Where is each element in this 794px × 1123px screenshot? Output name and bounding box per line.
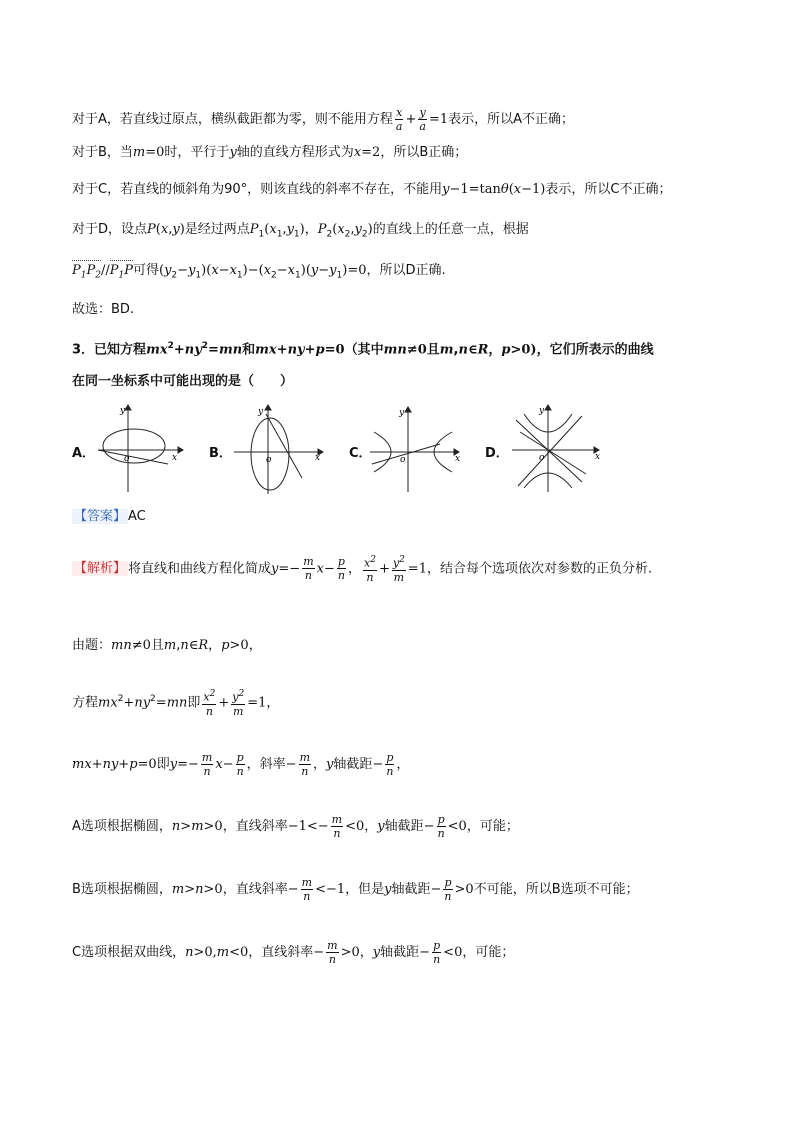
- svg-text:o: o: [400, 455, 406, 465]
- svg-text:y: y: [258, 407, 264, 417]
- statement-a: 对于A，若直线过原点，横纵截距都为零，则不能用方程 $\frac{x}{a}$ + $\frac{y}{a}$ =1表示，所以A不正确；: [72, 106, 575, 133]
- answer-value: AC: [128, 509, 146, 524]
- svg-text:x: x: [172, 453, 178, 463]
- option-a-label: A．: [72, 446, 96, 461]
- svg-text:o: o: [539, 453, 545, 463]
- option-b-label: B．: [209, 446, 232, 461]
- statement-d-1: 对于D，设点P(x,y)是经过两点$P_1(x_1,y_1)$，$P_2(x_2,y_2)$的直线上的任意一点，根据: [72, 222, 529, 240]
- analysis-line: 【解析】 将直线和曲线方程化简成y=− $\frac{m}{n}$ x− $\frac{p}{n}$ ， $\frac{x^2}{n}$ + $\frac{y^2}{m}$ =1，结合每个选项依次对参数的正负分析.: [74, 555, 653, 584]
- figure-a: [94, 402, 186, 494]
- ellipse-a: [103, 429, 165, 463]
- solution-line-3: mx+ny+p=0即y=− $\frac{m}{n}$ x− $\frac{p}{n}$ ，斜率− $\frac{m}{n}$ ，y轴截距− $\frac{p}{n}$ ，: [72, 751, 410, 778]
- solution-line-b: B选项根据椭圆，m>n>0，直线斜率− $\frac{m}{n}$ <−1，但是y轴截距− $\frac{p}{n}$ >0不可能，所以B选项不可能；: [72, 876, 639, 903]
- svg-text:o: o: [124, 454, 130, 464]
- svg-text:x: x: [455, 454, 461, 464]
- solution-line-1: 由题：mn≠0且m,n∈R，p>0，: [72, 638, 262, 653]
- figure-d: [510, 402, 606, 494]
- answer-tag: 【答案】: [74, 509, 127, 524]
- choice-line: 故选：BD.: [72, 302, 135, 317]
- statement-d-2: $P_1P_2//P_1P$可得$(y_2-y_1)(x-x_1)-(x_2-x_1)(y-y_1)=0$，所以D正确.: [72, 262, 446, 285]
- svg-text:y: y: [539, 406, 545, 416]
- vector-p1p2: $P_1P_2$: [72, 262, 101, 285]
- svg-text:x: x: [315, 453, 321, 463]
- line-b: [266, 414, 302, 478]
- option-c-label: C．: [349, 446, 372, 461]
- option-d-label: D．: [485, 446, 509, 461]
- fraction-x-over-a: $\frac{x}{a}$: [395, 106, 403, 133]
- question-3-line-2: 在同一坐标系中可能出现的是（ ）: [72, 374, 294, 389]
- vector-p1p: $P_1P$: [110, 262, 133, 285]
- solution-line-a: A选项根据椭圆，n>m>0，直线斜率−1<− $\frac{m}{n}$ <0，y轴截距− $\frac{p}{n}$ <0，可能；: [72, 813, 519, 840]
- figure-c: [368, 404, 466, 494]
- answer-line: [72, 508, 146, 526]
- solution-line-2: 方程$mx^2+ny^2=mn$即 $\frac{x^2}{n}$ + $\frac{y^2}{m}$ =1，: [72, 689, 280, 718]
- line-c: [372, 444, 440, 464]
- figure-b: [230, 400, 326, 496]
- svg-text:x: x: [595, 452, 601, 462]
- solution-line-c: C选项根据双曲线，n>0,m<0，直线斜率− $\frac{m}{n}$ >0，y轴截距− $\frac{p}{n}$ <0，可能；: [72, 939, 515, 966]
- statement-c: 对于C，若直线的倾斜角为90°，则该直线的斜率不存在，不能用y−1=tanθ(x−1)表示，所以C不正确；: [72, 182, 672, 197]
- question-3-line-1: 3．已知方程$mx^2+ny^2=mn$和mx+ny+p=0（其中mn≠0且m,n∈R，p>0)，它们所表示的曲线: [72, 341, 654, 358]
- statement-b: 对于B，当m=0时，平行于y轴的直线方程形式为x=2，所以B正确；: [72, 145, 468, 160]
- fraction-y-over-a: $\frac{y}{a}$: [419, 106, 426, 133]
- ellipse-b: [251, 418, 289, 490]
- svg-text:y: y: [120, 406, 126, 416]
- svg-text:o: o: [266, 455, 272, 465]
- line-d: [520, 432, 586, 474]
- analysis-tag: 【解析】: [74, 561, 127, 577]
- svg-text:y: y: [399, 408, 405, 418]
